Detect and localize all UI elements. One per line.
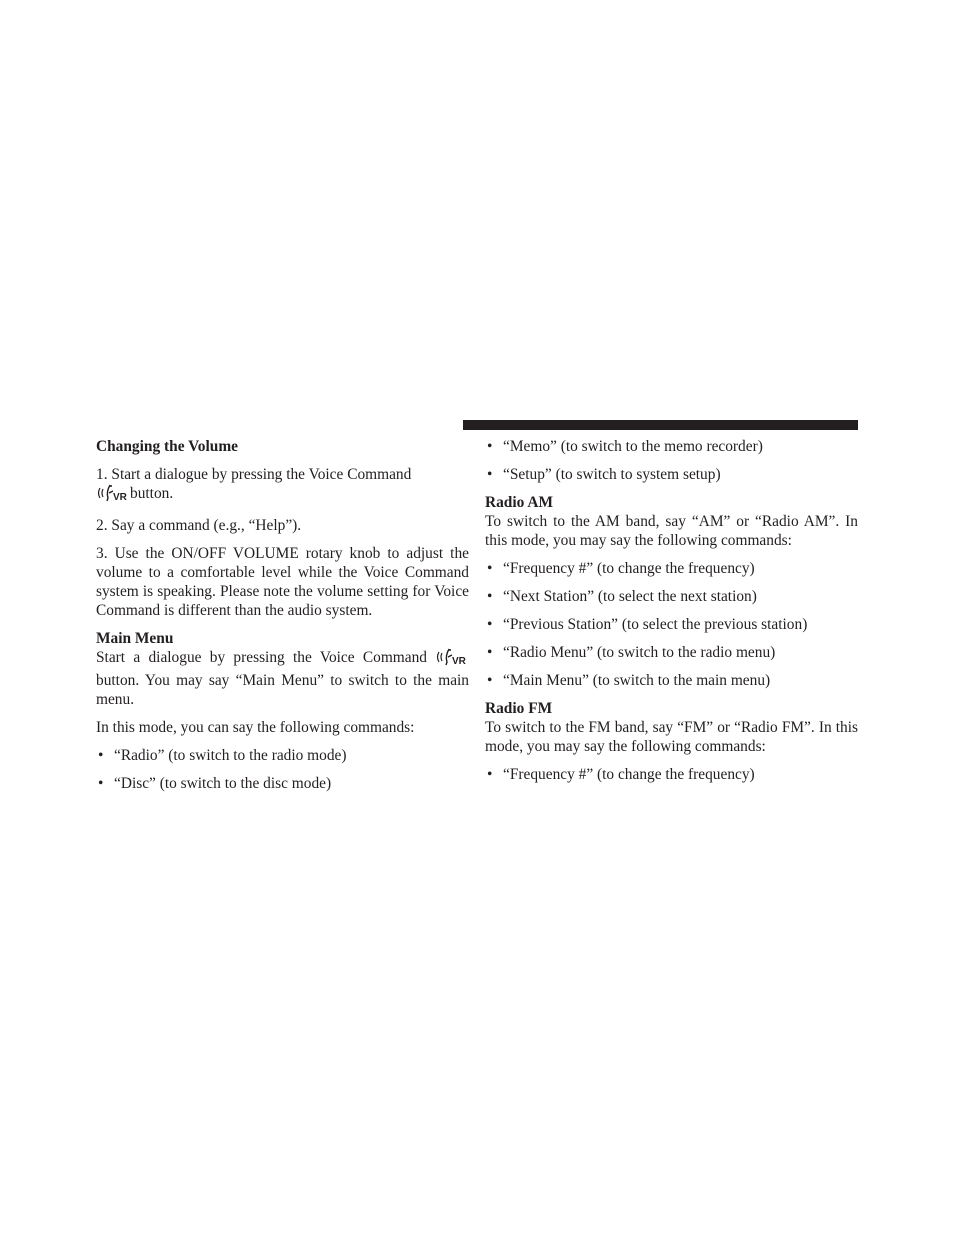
changing-volume-step3: 3. Use the ON/OFF VOLUME rotary knob to adjust the volume to a comfortable level while the Voice Command system is speaking. Please note the volume setting for Voice Command is different than the audio system. bbox=[96, 545, 469, 619]
list-item: • “Memo” (to switch to the memo recorder) bbox=[487, 438, 763, 455]
list-item: • “Radio” (to switch to the radio mode) bbox=[98, 747, 347, 764]
list-item: • “Previous Station” (to select the previous station) bbox=[487, 616, 808, 633]
right-column bbox=[485, 437, 858, 784]
changing-volume-heading: Changing the Volume bbox=[96, 438, 238, 455]
list-item: • “Frequency #” (to change the frequency) bbox=[487, 560, 755, 577]
section-top-bar bbox=[463, 420, 858, 430]
radio-am-heading: Radio AM bbox=[485, 494, 553, 511]
list-item: • “Frequency #” (to change the frequency) bbox=[487, 766, 755, 783]
list-item: • “Next Station” (to select the next station) bbox=[487, 588, 757, 605]
main-menu-mode-text: In this mode, you can say the following commands: bbox=[96, 719, 415, 736]
voice-command-vr-icon bbox=[435, 648, 469, 671]
radio-fm-command-list bbox=[485, 765, 858, 784]
main-menu-heading: Main Menu bbox=[96, 630, 174, 647]
list-item: • “Disc” (to switch to the disc mode) bbox=[98, 775, 332, 792]
radio-am-intro: To switch to the AM band, say “AM” or “Radio AM”. In this mode, you may say the following commands: bbox=[485, 513, 858, 549]
radio-fm-intro: To switch to the FM band, say “FM” or “Radio FM”. In this mode, you may say the following commands: bbox=[485, 719, 858, 755]
svg-text:VR: VR bbox=[452, 656, 466, 666]
changing-volume-step1: 1. Start a dialogue by pressing the Voice Command VR button. bbox=[96, 465, 469, 507]
main-menu-intro: Start a dialogue by pressing the Voice Command VR button. You may say “Main Menu” to switch to the main menu. bbox=[96, 649, 469, 708]
main-menu-command-list-continued bbox=[485, 437, 858, 484]
voice-command-vr-icon bbox=[96, 484, 130, 507]
list-item: • “Radio Menu” (to switch to the radio menu) bbox=[487, 644, 776, 661]
list-item: • “Main Menu” (to switch to the main menu) bbox=[487, 672, 771, 689]
radio-fm-heading: Radio FM bbox=[485, 700, 553, 717]
changing-volume-step2: 2. Say a command (e.g., “Help”). bbox=[96, 517, 302, 534]
main-menu-command-list bbox=[96, 746, 469, 793]
radio-am-command-list bbox=[485, 559, 858, 690]
list-item: • “Setup” (to switch to system setup) bbox=[487, 466, 721, 483]
left-column bbox=[96, 437, 469, 793]
svg-text:VR: VR bbox=[113, 492, 127, 502]
